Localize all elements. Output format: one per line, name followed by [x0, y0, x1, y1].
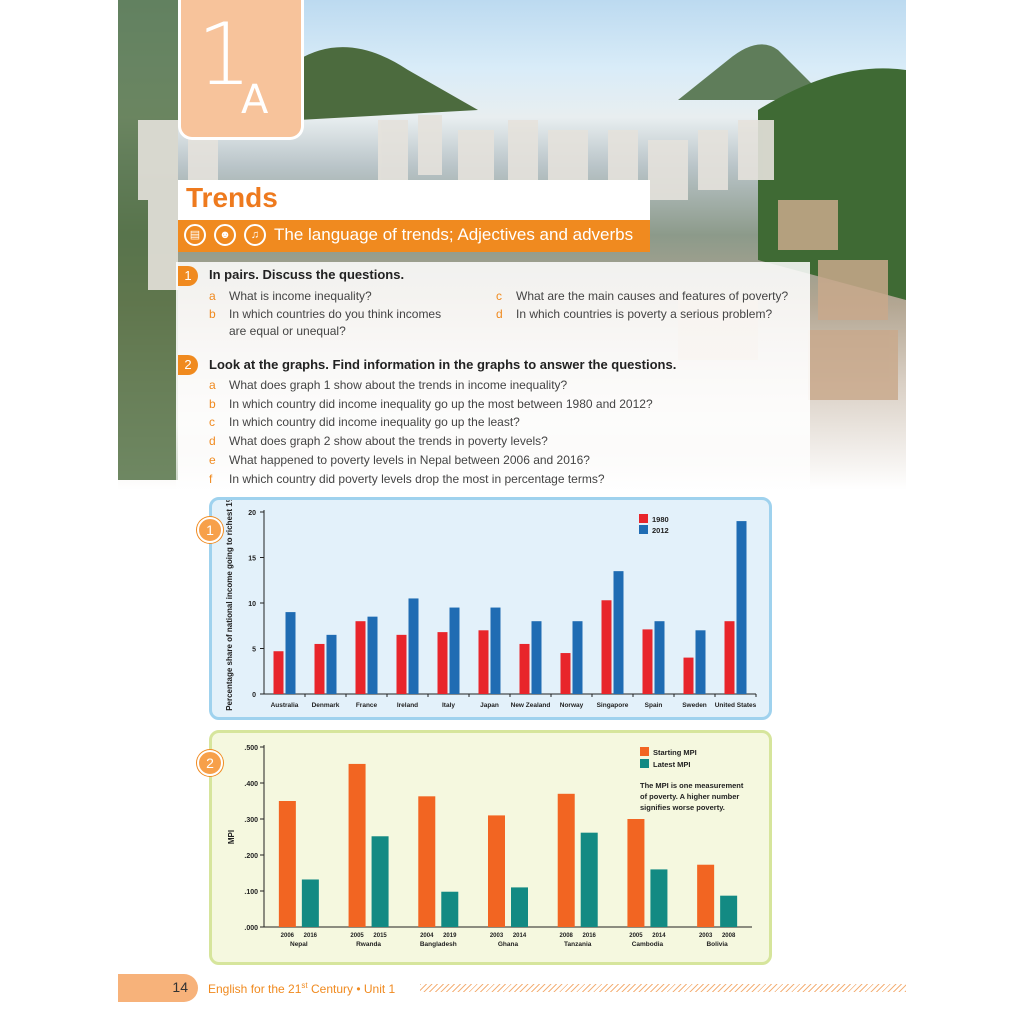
question-2a: a What does graph 1 show about the trends in income inequality?: [209, 378, 568, 392]
question-2c: c In which country did income inequality go up the least?: [209, 415, 520, 429]
bar-latest-mpi: [720, 896, 737, 927]
mpi-note: of poverty. A higher number: [640, 792, 740, 801]
x-tick-label: New Zealand: [510, 702, 551, 709]
legend-swatch: [639, 525, 648, 534]
mpi-note: signifies worse poverty.: [640, 803, 725, 812]
bar-1980: [315, 644, 325, 694]
bar-2012: [491, 608, 501, 694]
year-label: 2003: [698, 933, 713, 939]
y-tick-label: 10: [248, 601, 256, 608]
page-title: Trends: [186, 182, 278, 213]
legend-label: 1980: [652, 515, 669, 524]
year-label: 2003: [489, 933, 504, 939]
legend-swatch: [640, 759, 649, 768]
x-tick-label: Italy: [441, 702, 456, 709]
year-label: 2014: [652, 933, 666, 939]
year-label: 2014: [512, 933, 527, 939]
bar-1980: [643, 629, 653, 694]
bar-latest-mpi: [372, 836, 389, 927]
bar-1980: [561, 653, 571, 694]
y-tick-label: 0: [252, 692, 256, 699]
question-1d: d In which countries is poverty a serious problem?: [496, 307, 773, 321]
bar-starting-mpi: [418, 796, 435, 927]
legend-swatch: [640, 747, 649, 756]
people-icon: ☻: [214, 224, 236, 246]
bar-1980: [725, 621, 735, 694]
x-tick-label: Tanzania: [564, 941, 592, 948]
x-tick-label: Bangladesh: [419, 941, 457, 948]
year-label: 2016: [303, 933, 318, 939]
bar-starting-mpi: [697, 865, 714, 927]
x-tick-label: Australia: [270, 702, 299, 709]
x-tick-label: Cambodia: [631, 941, 664, 948]
graph-2-box: [209, 730, 772, 965]
y-tick-label: .300: [244, 817, 258, 824]
footer-text: English for the 21st Century • Unit 1: [208, 981, 396, 996]
bar-1980: [520, 644, 530, 694]
y-tick-label: 15: [248, 555, 256, 563]
year-label: 2015: [373, 933, 387, 939]
bar-1980: [479, 630, 489, 694]
subtitle-bar: [178, 220, 650, 252]
legend-label: Latest MPI: [653, 760, 691, 769]
bar-1980: [602, 600, 612, 694]
bar-1980: [397, 635, 407, 694]
bar-2012: [327, 635, 337, 694]
y-tick-label: 5: [252, 646, 256, 654]
question-1c: c What are the main causes and features of poverty?: [496, 289, 789, 303]
question-2b: b In which country did income inequality go up the most between 1980 and 2012?: [209, 397, 653, 411]
exercise-2-number: 2: [178, 355, 198, 375]
x-tick-label: Nepal: [290, 941, 308, 948]
bar-2012: [286, 612, 296, 694]
bar-latest-mpi: [441, 892, 458, 927]
legend-label: Starting MPI: [653, 748, 697, 757]
mpi-chart: [212, 733, 769, 962]
unit-number: 1: [197, 5, 252, 105]
bar-1980: [438, 632, 448, 694]
bar-latest-mpi: [511, 887, 528, 927]
question-1b: b In which countries do you think incomes: [209, 307, 442, 321]
x-tick-label: Spain: [644, 702, 663, 709]
exercise-1-number: 1: [178, 266, 198, 286]
year-label: 2016: [582, 933, 596, 939]
unit-badge: [178, 0, 304, 140]
bar-2012: [573, 621, 583, 694]
y-axis-label: MPI: [227, 829, 236, 845]
footer-decoration: [420, 984, 906, 992]
question-1a: a What is income inequality?: [209, 289, 372, 303]
x-tick-label: Ghana: [497, 941, 519, 948]
mpi-note: The MPI is one measurement: [640, 781, 744, 790]
bar-1980: [274, 651, 284, 694]
year-label: 2008: [559, 933, 573, 939]
x-tick-label: United States: [714, 702, 757, 709]
graph-1-number: 1: [197, 517, 223, 543]
year-label: 2004: [420, 933, 434, 939]
y-tick-label: .500: [244, 745, 258, 752]
year-label: 2005: [350, 933, 364, 939]
year-label: 2008: [721, 933, 736, 939]
bar-2012: [450, 608, 460, 694]
x-tick-label: Bolivia: [706, 941, 728, 948]
bar-2012: [409, 598, 419, 694]
income-inequality-chart: [212, 500, 769, 717]
x-tick-label: Singapore: [596, 702, 629, 709]
graph-2-number: 2: [197, 750, 223, 776]
question-2f: f In which country did poverty levels drop the most in percentage terms?: [209, 472, 605, 486]
bar-latest-mpi: [302, 879, 319, 927]
exercise-1-title: In pairs. Discuss the questions.: [209, 267, 405, 282]
x-tick-label: Norway: [559, 702, 584, 709]
year-label: 2019: [443, 933, 457, 939]
bar-starting-mpi: [349, 764, 366, 927]
x-tick-label: Rwanda: [356, 941, 382, 948]
footer-page-tab: [118, 974, 198, 1002]
x-tick-label: Ireland: [396, 702, 419, 709]
lesson-subtitle: The language of trends; Adjectives and adverbs: [274, 225, 634, 244]
x-tick-label: Japan: [480, 702, 499, 709]
graph-1-box: [209, 497, 772, 720]
bar-2012: [737, 521, 747, 694]
year-label: 2006: [280, 933, 295, 939]
question-2d: d What does graph 2 show about the trends in poverty levels?: [209, 434, 548, 448]
y-tick-label: .100: [244, 889, 258, 896]
y-tick-label: 20: [248, 510, 256, 517]
bar-starting-mpi: [627, 819, 644, 927]
y-tick-label: .000: [244, 925, 258, 932]
bar-2012: [368, 617, 378, 694]
y-tick-label: .400: [244, 781, 258, 788]
bar-starting-mpi: [488, 815, 505, 927]
bar-2012: [655, 621, 665, 694]
book-icon: ▤: [184, 224, 206, 246]
bar-starting-mpi: [279, 801, 296, 927]
title-box: [178, 180, 650, 222]
bar-1980: [684, 658, 694, 694]
question-1b-continued: are equal or unequal?: [229, 324, 346, 338]
bar-1980: [356, 621, 366, 694]
bar-starting-mpi: [558, 794, 575, 927]
x-tick-label: France: [355, 702, 378, 709]
legend-swatch: [639, 514, 648, 523]
bar-latest-mpi: [650, 869, 667, 927]
x-tick-label: Denmark: [311, 702, 340, 709]
page-number: 14: [172, 979, 188, 995]
exercise-2-title: Look at the graphs. Find information in the graphs to answer the questions.: [209, 357, 677, 372]
y-axis-label: Percentage share of national income going to richest 1%: [225, 500, 234, 711]
bar-2012: [614, 571, 624, 694]
unit-letter: A: [241, 77, 269, 123]
x-tick-label: Sweden: [682, 702, 707, 709]
bar-2012: [696, 630, 706, 694]
headphones-icon: ♫: [244, 224, 266, 246]
question-2e: e What happened to poverty levels in Nepal between 2006 and 2016?: [209, 453, 590, 467]
bar-latest-mpi: [581, 833, 598, 927]
legend-label: 2012: [652, 526, 669, 535]
year-label: 2005: [629, 933, 643, 939]
y-tick-label: .200: [244, 853, 258, 860]
bar-2012: [532, 621, 542, 694]
